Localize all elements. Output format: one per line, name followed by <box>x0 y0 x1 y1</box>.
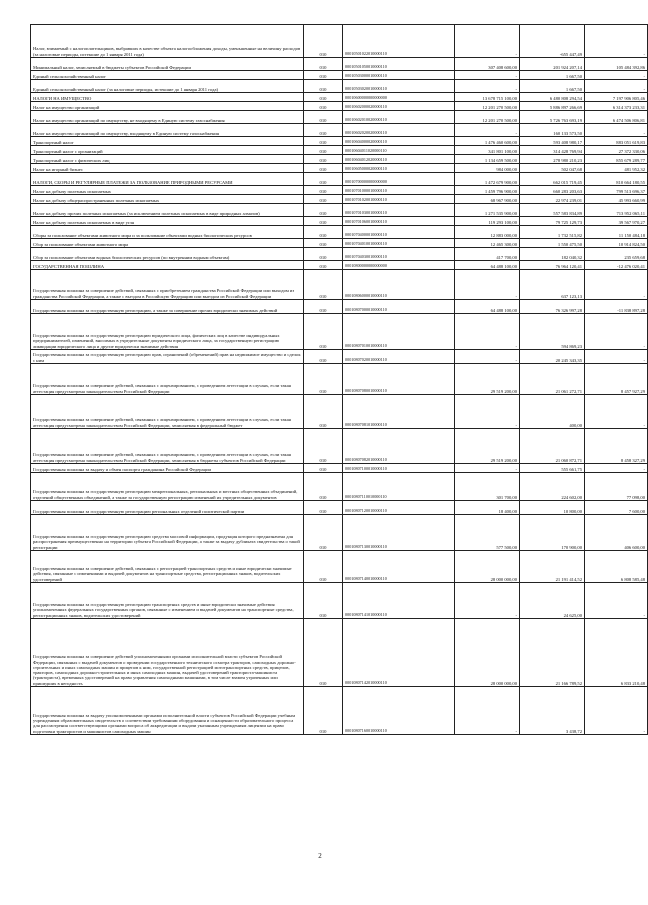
revenue-name-cell: Налог на добычу полезных ископаемых в виде угля <box>31 217 304 226</box>
table-row <box>31 111 648 124</box>
budget-classification-code-cell: 00010604011020000110 <box>343 146 455 155</box>
executed-amount-cell: 555 661,75 <box>520 464 585 473</box>
approved-plan-cell: 1 134 659 500,00 <box>455 155 520 164</box>
executed-amount-cell: 79 725 129,73 <box>520 217 585 226</box>
revenue-name-cell: Государственная пошлина за совершение действий, связанных с приобретением гражданства Российской Федерации или выходом из гражданства Российской Федерации, а также с въездом в Российскую Федерацию или выездом из Российской Федерации <box>31 270 304 300</box>
executed-amount-cell: 76 964 120,41 <box>520 261 585 270</box>
budget-classification-code-cell: 00010704000010000110 <box>343 226 455 239</box>
table-row <box>31 515 648 551</box>
unexecuted-remainder-cell: 7 197 906 805,46 <box>585 93 648 102</box>
table-row <box>31 261 648 270</box>
unexecuted-remainder-cell: 11 150 484,18 <box>585 226 648 239</box>
line-code-cell: 010 <box>304 124 343 137</box>
table-row <box>31 25 648 58</box>
approved-plan-cell: - <box>455 464 520 473</box>
page-number: 2 <box>318 852 322 860</box>
revenue-name-cell: Государственная пошлина за государственную регистрацию, а также за совершение прочих юридически значимых действий <box>31 300 304 314</box>
unexecuted-remainder-cell: 6 833 210,48 <box>585 619 648 687</box>
revenue-name-cell: Государственная пошлина за совершение действий, связанных с регистрацией транспортных средств и иные юридически значимые действия, связанные с изменениями и выдачей документов на транспортные средства, регистрационных знаков, водительских удостоверений <box>31 551 304 583</box>
approved-plan-cell: - <box>455 124 520 137</box>
unexecuted-remainder-cell: - <box>585 80 648 93</box>
executed-amount-cell: 400,00 <box>520 395 585 429</box>
revenue-name-cell: Налог, взимаемый с налогоплательщиков, выбравших в качестве объекта налогообложения доходы, уменьшенные на величину расходов (за налоговые периоды, истекшие до 1 января 2011 года) <box>31 25 304 58</box>
approved-plan-cell: 1 271 535 900,00 <box>455 204 520 217</box>
approved-plan-cell: 12 465 300,00 <box>455 239 520 248</box>
budget-classification-code-cell: 00010701000010000110 <box>343 186 455 195</box>
approved-plan-cell: - <box>455 25 520 58</box>
executed-amount-cell: 20 245 343,35 <box>520 350 585 364</box>
approved-plan-cell: 301 700,00 <box>455 473 520 501</box>
budget-classification-code-cell: 00010807141010000110 <box>343 583 455 619</box>
line-code-cell: 010 <box>304 226 343 239</box>
approved-plan-cell: - <box>455 270 520 300</box>
revenue-name-cell: НАЛОГИ НА ИМУЩЕСТВО <box>31 93 304 102</box>
table-row <box>31 270 648 300</box>
executed-amount-cell: 593 408 980,17 <box>520 137 585 146</box>
table-row <box>31 164 648 173</box>
budget-classification-code-cell: 00010700000000000000 <box>343 173 455 186</box>
revenue-name-cell: Государственная пошлина за совершение действий, связанных с лицензированием, с проведением аттестации в случаях, если такая аттестация предусмотрена законодательством Российской Федерации, зачисляемая в федеральный бюджет <box>31 395 304 429</box>
executed-amount-cell: 224 602,00 <box>520 473 585 501</box>
unexecuted-remainder-cell: 883 051 619,83 <box>585 137 648 146</box>
table-row <box>31 429 648 464</box>
table-row <box>31 551 648 583</box>
revenue-name-cell: Налог на имущество организаций по имуществу, не входящему в Единую систему газоснабжения <box>31 111 304 124</box>
table-row <box>31 501 648 515</box>
unexecuted-remainder-cell: 39 567 970,27 <box>585 217 648 226</box>
budget-classification-code-cell: 00010503020010000110 <box>343 80 455 93</box>
line-code-cell: 010 <box>304 473 343 501</box>
table-row <box>31 204 648 217</box>
unexecuted-remainder-cell: - <box>585 395 648 429</box>
executed-amount-cell: 160 133 573,50 <box>520 124 585 137</box>
line-code-cell: 010 <box>304 164 343 173</box>
executed-amount-cell: 1 732 515,82 <box>520 226 585 239</box>
approved-plan-cell: 307 408 600,00 <box>455 58 520 71</box>
executed-amount-cell: 1 550 475,50 <box>520 239 585 248</box>
budget-classification-code-cell: 00010807130010000110 <box>343 515 455 551</box>
revenue-name-cell: Транспортный налог <box>31 137 304 146</box>
approved-plan-cell: 12 201 270 500,00 <box>455 111 520 124</box>
revenue-name-cell: Минимальный налог, зачисляемый в бюджеты субъектов Российской Федерации <box>31 58 304 71</box>
line-code-cell: 010 <box>304 551 343 583</box>
executed-amount-cell: 1 667,50 <box>520 80 585 93</box>
budget-classification-code-cell: 00010807120010000110 <box>343 501 455 515</box>
revenue-name-cell: Налог на имущество организаций <box>31 102 304 111</box>
revenue-name-cell: Налог на имущество организаций по имуществу, входящему в Единую систему газоснабжения <box>31 124 304 137</box>
approved-plan-cell: 64 488 100,00 <box>455 300 520 314</box>
budget-classification-code-cell: 00010704010010000110 <box>343 239 455 248</box>
line-code-cell: 010 <box>304 217 343 226</box>
line-code-cell: 010 <box>304 350 343 364</box>
budget-classification-code-cell: 00010807110010000110 <box>343 473 455 501</box>
line-code-cell: 010 <box>304 239 343 248</box>
line-code-cell: 010 <box>304 464 343 473</box>
executed-amount-cell: 278 980 210,23 <box>520 155 585 164</box>
line-code-cell: 010 <box>304 515 343 551</box>
line-code-cell: 010 <box>304 687 343 735</box>
unexecuted-remainder-cell: - <box>585 350 648 364</box>
line-code-cell: 010 <box>304 270 343 300</box>
budget-classification-code-cell: 00010503000010000110 <box>343 71 455 80</box>
line-code-cell: 010 <box>304 364 343 395</box>
budget-classification-code-cell: 00010604012020000110 <box>343 155 455 164</box>
line-code-cell: 010 <box>304 195 343 204</box>
executed-amount-cell: 662 015 719,45 <box>520 173 585 186</box>
executed-amount-cell: 76 326 997,28 <box>520 300 585 314</box>
budget-classification-code-cell: 00010701060010000110 <box>343 217 455 226</box>
revenue-name-cell: Единый сельскохозяйственный налог <box>31 71 304 80</box>
approved-plan-cell: 18 400,00 <box>455 501 520 515</box>
unexecuted-remainder-cell: 8 458 327,29 <box>585 429 648 464</box>
unexecuted-remainder-cell: 27 372 330,06 <box>585 146 648 155</box>
executed-amount-cell: 314 428 769,94 <box>520 146 585 155</box>
unexecuted-remainder-cell: - <box>585 124 648 137</box>
line-code-cell: 010 <box>304 146 343 155</box>
executed-amount-cell: 6 480 808 294,54 <box>520 93 585 102</box>
budget-classification-code-cell: 00010807142010000110 <box>343 619 455 687</box>
revenue-name-cell: Налог на добычу полезных ископаемых <box>31 186 304 195</box>
unexecuted-remainder-cell: 713 952 065,11 <box>585 204 648 217</box>
approved-plan-cell: 29 519 200,00 <box>455 429 520 464</box>
line-code-cell: 010 <box>304 25 343 58</box>
unexecuted-remainder-cell: - <box>585 71 648 80</box>
executed-amount-cell: 1 667,50 <box>520 71 585 80</box>
executed-amount-cell: 22 974 239,01 <box>520 195 585 204</box>
unexecuted-remainder-cell: 235 659,68 <box>585 248 648 261</box>
budget-classification-code-cell: 00010807082010000110 <box>343 429 455 464</box>
revenue-name-cell: Государственная пошлина за государственную регистрацию средства массовой информации, продукция которого предназначена для распространения преимущественно на территории субъекта Российской Федерации, а также за выдачу дубликата свидетельства о такой регистрации <box>31 515 304 551</box>
budget-classification-code-cell: 00010807080010000110 <box>343 364 455 395</box>
budget-classification-code-cell: 00010807020010000110 <box>343 350 455 364</box>
unexecuted-remainder-cell: 481 952,32 <box>585 164 648 173</box>
unexecuted-remainder-cell: - <box>585 464 648 473</box>
table-row <box>31 195 648 204</box>
approved-plan-cell: - <box>455 583 520 619</box>
line-code-cell: 010 <box>304 261 343 270</box>
line-code-cell: 010 <box>304 300 343 314</box>
unexecuted-remainder-cell: 6 808 585,48 <box>585 551 648 583</box>
approved-plan-cell: - <box>455 687 520 735</box>
unexecuted-remainder-cell: -11 838 897,28 <box>585 300 648 314</box>
executed-amount-cell: 170 900,00 <box>520 515 585 551</box>
table-row <box>31 155 648 164</box>
revenue-name-cell: Налог на игорный бизнес <box>31 164 304 173</box>
executed-amount-cell: 637 123,13 <box>520 270 585 300</box>
revenue-name-cell: ГОСУДАРСТВЕННАЯ ПОШЛИНА <box>31 261 304 270</box>
unexecuted-remainder-cell: 77 098,00 <box>585 473 648 501</box>
executed-amount-cell: 660 283 203,63 <box>520 186 585 195</box>
unexecuted-remainder-cell: 6 474 506 806,81 <box>585 111 648 124</box>
table-row <box>31 173 648 186</box>
line-code-cell: 010 <box>304 186 343 195</box>
line-code-cell: 010 <box>304 155 343 164</box>
unexecuted-remainder-cell: 8 457 927,29 <box>585 364 648 395</box>
line-code-cell: 010 <box>304 137 343 146</box>
revenue-name-cell: Сбор за пользование объектами водных биологических ресурсов (по внутренним водным объектам) <box>31 248 304 261</box>
line-code-cell: 010 <box>304 619 343 687</box>
revenue-name-cell: Государственная пошлина за выдачу и обмен паспорта гражданина Российской Федерации <box>31 464 304 473</box>
budget-classification-code-cell: 00010806000010000110 <box>343 270 455 300</box>
budget-classification-code-cell: 00010602000020000110 <box>343 102 455 111</box>
approved-plan-cell: - <box>455 395 520 429</box>
table-row <box>31 350 648 364</box>
approved-plan-cell: 1 459 796 900,00 <box>455 186 520 195</box>
line-code-cell: 010 <box>304 248 343 261</box>
approved-plan-cell: 119 293 100,00 <box>455 217 520 226</box>
table-row <box>31 226 648 239</box>
budget-classification-code-cell: 00010704030010000110 <box>343 248 455 261</box>
budget-classification-code-cell: 00010605000020000110 <box>343 164 455 173</box>
table-row <box>31 93 648 102</box>
executed-amount-cell: 10 800,00 <box>520 501 585 515</box>
executed-amount-cell: 21 191 414,52 <box>520 551 585 583</box>
budget-classification-code-cell: 00010807081010000110 <box>343 395 455 429</box>
line-code-cell: 010 <box>304 71 343 80</box>
executed-amount-cell: 5 726 763 693,19 <box>520 111 585 124</box>
unexecuted-remainder-cell: 45 993 660,99 <box>585 195 648 204</box>
executed-amount-cell: 21 166 789,52 <box>520 619 585 687</box>
table-row <box>31 80 648 93</box>
table-row <box>31 364 648 395</box>
line-code-cell: 010 <box>304 429 343 464</box>
table-row <box>31 619 648 687</box>
approved-plan-cell: 417 700,00 <box>455 248 520 261</box>
unexecuted-remainder-cell: - <box>585 583 648 619</box>
table-row <box>31 395 648 429</box>
budget-classification-code-cell: 00010807000010000110 <box>343 300 455 314</box>
executed-amount-cell: -655 447,49 <box>520 25 585 58</box>
executed-amount-cell: 21 060 872,71 <box>520 429 585 464</box>
approved-plan-cell: 1 472 679 900,00 <box>455 173 520 186</box>
revenue-name-cell: Налог на добычу общераспространенных полезных ископаемых <box>31 195 304 204</box>
unexecuted-remainder-cell: 6 314 373 233,31 <box>585 102 648 111</box>
revenue-name-cell: Транспортный налог с физических лиц <box>31 155 304 164</box>
table-row <box>31 124 648 137</box>
approved-plan-cell: 984 000,00 <box>455 164 520 173</box>
revenue-name-cell: Сбор за пользование объектами животного мира <box>31 239 304 248</box>
budget-classification-code-cell: 00010807010010000110 <box>343 314 455 350</box>
line-code-cell: 010 <box>304 204 343 217</box>
line-code-cell: 010 <box>304 93 343 102</box>
budget-classification-code-cell: 00010800000000000000 <box>343 261 455 270</box>
revenue-name-cell: Государственная пошлина за государственную регистрацию прав, ограничений (обременений) прав на недвижимое имущество и сделок с ним <box>31 350 304 364</box>
approved-plan-cell: - <box>455 80 520 93</box>
table-row <box>31 186 648 195</box>
line-code-cell: 010 <box>304 173 343 186</box>
budget-classification-code-cell: 00010807100010000110 <box>343 464 455 473</box>
revenue-name-cell: Сборы за пользование объектами животного мира и за пользование объектами водных биологических ресурсов <box>31 226 304 239</box>
revenue-execution-table <box>30 24 648 735</box>
budget-classification-code-cell: 00010602020020000110 <box>343 124 455 137</box>
executed-amount-cell: 502 047,68 <box>520 164 585 173</box>
table-row <box>31 248 648 261</box>
revenue-name-cell: Государственная пошлина за совершение действий, связанных с лицензированием, с проведением аттестации в случаях, если такая аттестация предусмотрена законодательством Российской Федерации <box>31 364 304 395</box>
revenue-name-cell: Государственная пошлина за государственную регистрацию региональных отделений политической партии <box>31 501 304 515</box>
revenue-name-cell: НАЛОГИ, СБОРЫ И РЕГУЛЯРНЫЕ ПЛАТЕЖИ ЗА ПОЛЬЗОВАНИЕ ПРИРОДНЫМИ РЕСУРСАМИ <box>31 173 304 186</box>
budget-classification-code-cell: 00010602010020000110 <box>343 111 455 124</box>
table-row <box>31 102 648 111</box>
unexecuted-remainder-cell: 406 600,00 <box>585 515 648 551</box>
unexecuted-remainder-cell: -12 476 020,41 <box>585 261 648 270</box>
approved-plan-cell: - <box>455 350 520 364</box>
line-code-cell: 010 <box>304 80 343 93</box>
revenue-name-cell: Транспортный налог с организаций <box>31 146 304 155</box>
table-row <box>31 300 648 314</box>
executed-amount-cell: 594 869,23 <box>520 314 585 350</box>
budget-classification-code-cell: 00010600000000000000 <box>343 93 455 102</box>
unexecuted-remainder-cell: 10 914 824,50 <box>585 239 648 248</box>
table-body <box>31 25 648 735</box>
unexecuted-remainder-cell: - <box>585 25 648 58</box>
unexecuted-remainder-cell: 105 484 392,86 <box>585 58 648 71</box>
revenue-name-cell: Государственная пошлина за совершение действий уполномоченными органами исполнительной власти субъектов Российской Федерации, связанных с выдачей документов о проведении государственного технического осмотра тракторов, самоходных дорожно-строительных и иных самоходных машин и прицепов к ним, государственной регистрацией мототранспортных средств, прицепов, тракторов, самоходных дорожно-строительных и иных самоходных машин, выдачей удостоверений тракториста-машиниста (тракториста), временных удостоверений на право управления самоходными машинами, в том числе взамен утраченных или пришедших в негодность <box>31 619 304 687</box>
approved-plan-cell: 28 000 000,00 <box>455 551 520 583</box>
table-row <box>31 583 648 619</box>
unexecuted-remainder-cell: - <box>585 270 648 300</box>
revenue-name-cell: Государственная пошлина за выдачу уполномоченными органами исполнительной власти субъектов Российской Федерации учебным учреждениям образовательных свидетельств о соответствии требованиям оборудования и оснащенности образовательного процесса для рассмотрения соответствующими органами вопроса об аккредитации и выдачи указанным учреждениям лицензии на право подготовки трактористов и машинистов самоходных машин <box>31 687 304 735</box>
unexecuted-remainder-cell: 7 600,00 <box>585 501 648 515</box>
approved-plan-cell: 12 883 000,00 <box>455 226 520 239</box>
line-code-cell: 010 <box>304 583 343 619</box>
line-code-cell: 010 <box>304 58 343 71</box>
budget-classification-code-cell: 00010701020010000110 <box>343 195 455 204</box>
executed-amount-cell: 201 924 207,14 <box>520 58 585 71</box>
table-row <box>31 687 648 735</box>
table-row <box>31 464 648 473</box>
approved-plan-cell: 341 801 100,00 <box>455 146 520 155</box>
executed-amount-cell: 21 061 272,71 <box>520 364 585 395</box>
revenue-name-cell: Единый сельскохозяйственный налог (за налоговые периоды, истекшие до 1 января 2011 года) <box>31 80 304 93</box>
table-row <box>31 314 648 350</box>
table-row <box>31 71 648 80</box>
budget-classification-code-cell: 00010807160010000110 <box>343 687 455 735</box>
unexecuted-remainder-cell: - <box>585 687 648 735</box>
table-row <box>31 137 648 146</box>
executed-amount-cell: 5 886 897 266,69 <box>520 102 585 111</box>
line-code-cell: 010 <box>304 395 343 429</box>
unexecuted-remainder-cell: - <box>585 314 648 350</box>
line-code-cell: 010 <box>304 501 343 515</box>
approved-plan-cell: - <box>455 71 520 80</box>
revenue-name-cell: Государственная пошлина за совершение действий, связанных с лицензированием, с проведением аттестации в случаях, если такая аттестация предусмотрена законодательством Российской Федерации, зачисляемая в бюджеты субъектов Российской Федерации <box>31 429 304 464</box>
revenue-name-cell: Государственная пошлина за государственную регистрацию транспортных средств и иные юридически значимые действия уполномоченных федеральных государственных органов, связанные с изменением и выдачей документов на транспортные средства, регистрационных знаков, водительских удостоверений <box>31 583 304 619</box>
table-row <box>31 239 648 248</box>
approved-plan-cell: 1 476 460 600,00 <box>455 137 520 146</box>
revenue-name-cell: Государственная пошлина за государственную регистрацию юридического лица, физических лиц в качестве индивидуальных предпринимателей, изменений, вносимых в учредительные документы юридического лица, за государственную регистрацию ликвидации юридического лица и другие юридически значимые действия <box>31 314 304 350</box>
line-code-cell: 010 <box>304 102 343 111</box>
approved-plan-cell: 12 201 270 500,00 <box>455 102 520 111</box>
approved-plan-cell: - <box>455 314 520 350</box>
approved-plan-cell: 64 488 100,00 <box>455 261 520 270</box>
line-code-cell: 010 <box>304 111 343 124</box>
approved-plan-cell: 29 519 200,00 <box>455 364 520 395</box>
table-row <box>31 473 648 501</box>
approved-plan-cell: 577 500,00 <box>455 515 520 551</box>
line-code-cell: 010 <box>304 314 343 350</box>
revenue-name-cell: Налог на добычу прочих полезных ископаемых (за исключением полезных ископаемых в виде природных алмазов) <box>31 204 304 217</box>
table-row <box>31 146 648 155</box>
budget-classification-code-cell: 00010501022010000110 <box>343 25 455 58</box>
budget-classification-code-cell: 00010807140010000110 <box>343 551 455 583</box>
executed-amount-cell: 3 438,72 <box>520 687 585 735</box>
unexecuted-remainder-cell: 799 513 696,37 <box>585 186 648 195</box>
unexecuted-remainder-cell: 855 679 289,77 <box>585 155 648 164</box>
budget-classification-code-cell: 00010604000020000110 <box>343 137 455 146</box>
table-row <box>31 58 648 71</box>
unexecuted-remainder-cell: 810 664 180,55 <box>585 173 648 186</box>
revenue-name-cell: Государственная пошлина за государственную регистрацию межрегиональных, региональных и местных общественных объединений, отделений общественных объединений, а также за государственную регистрацию изменений их учредительных документов <box>31 473 304 501</box>
approved-plan-cell: 13 678 715 100,00 <box>455 93 520 102</box>
approved-plan-cell: 68 967 900,00 <box>455 195 520 204</box>
table-row <box>31 217 648 226</box>
budget-classification-code-cell: 00010501050010000110 <box>343 58 455 71</box>
executed-amount-cell: 24 625,00 <box>520 583 585 619</box>
executed-amount-cell: 557 583 834,89 <box>520 204 585 217</box>
approved-plan-cell: 28 000 000,00 <box>455 619 520 687</box>
executed-amount-cell: 182 040,32 <box>520 248 585 261</box>
budget-classification-code-cell: 00010701030010000110 <box>343 204 455 217</box>
